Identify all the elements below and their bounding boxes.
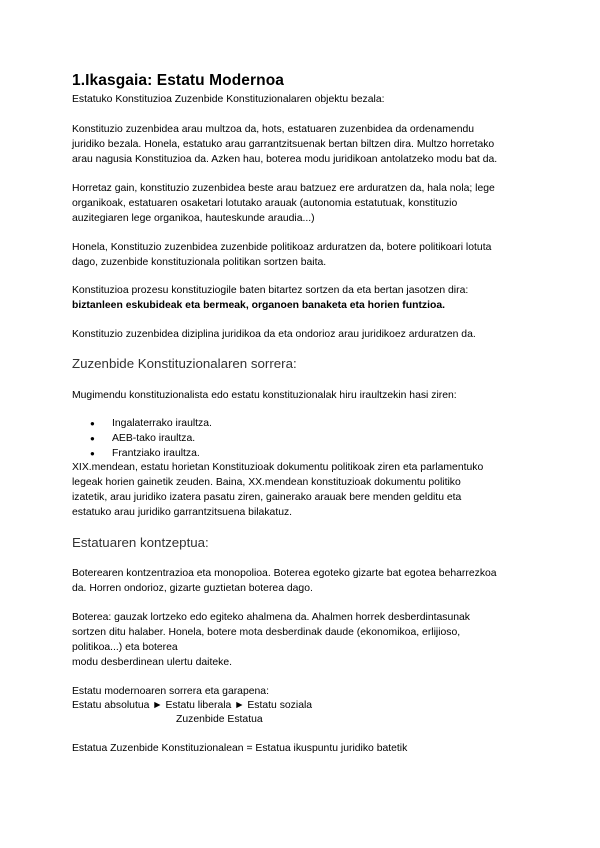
para1-line1: Konstituzio zuzenbidea arau multzoa da, hots, estatuaren zuzenbidea da ordenamendu	[72, 124, 475, 135]
para1-line3: arau nagusia Konstituzioa da. Azken hau, boterea modu juridikoan antolatzeko modu bat da.	[72, 154, 498, 165]
revolutions-list	[72, 416, 212, 461]
section-heading-sorrera: Zuzenbide Konstituzionalaren sorrera:	[72, 356, 297, 371]
para10-line3: Zuzenbide Estatua	[176, 714, 263, 725]
para10-line2: Estatu absolutua ► Estatu liberala ► Estatu soziala	[72, 700, 313, 711]
para6: Mugimendu konstituzionalista edo estatu konstituzionalak hiru iraultzekin hasi ziren:	[72, 390, 457, 401]
section-heading-kontzeptua: Estatuaren kontzeptua:	[72, 535, 209, 550]
para4-line2-bold: biztanleen eskubideak eta bermeak, organoen banaketa eta horien funtzioa.	[72, 300, 446, 311]
para7-line2: legeak horien gainetik zeuden. Baina, XX.mendean konstituzioak dokumentu politiko	[72, 477, 461, 488]
para1-line2: juridiko bezala. Honela, estatuko arau garrantzitsuenak bertan biltzen dira. Multzo horretako	[72, 139, 495, 150]
para10-line1: Estatu modernoaren sorrera eta garapena:	[72, 686, 269, 697]
list-item: ● Ingalaterrako iraultza.	[72, 416, 212, 431]
para8-line2: da. Horren ondorioz, gizarte guztietan boterea dago.	[72, 583, 313, 594]
para9-line2: sortzen ditu halaber. Honela, botere mota desberdinak daude (ekonomikoa, erlijioso,	[72, 627, 461, 638]
para4-line1: Konstituzioa prozesu konstituziogile baten bitartez sortzen da eta bertan jasotzen dira:	[72, 285, 469, 296]
para11: Estatua Zuzenbide Konstituzionalean = Estatua ikuspuntu juridiko batetik	[72, 743, 408, 754]
subtitle: Estatuko Konstituzioa Zuzenbide Konstituzionalaren objektu bezala:	[72, 94, 385, 105]
para7-line4: estatuko arau juridiko garrantzitsuena bilakatuz.	[72, 507, 293, 518]
list-item: ● AEB-tako iraultza.	[72, 431, 212, 446]
list-item: ● Frantziako iraultza.	[72, 446, 212, 461]
para2-line1: Horretaz gain, konstituzio zuzenbidea beste arau batzuez ere arduratzen da, hala nola; lege	[72, 183, 495, 194]
page-title: 1.Ikasgaia: Estatu Modernoa	[72, 72, 285, 89]
para5: Konstituzio zuzenbidea diziplina juridikoa da eta ondorioz arau juridikoez arduratzen da.	[72, 329, 476, 340]
para2-line2: organikoak, estatuaren osaketari lotutako arauak (autonomia estatutuak, konstituzio	[72, 198, 458, 209]
para3-line1: Honela, Konstituzio zuzenbidea zuzenbide politikoaz arduratzen da, botere politikoari lotuta	[72, 242, 492, 253]
para3-line2: dago, zuzenbide konstituzionala politikan sortzen baita.	[72, 257, 327, 268]
para2-line3: auzitegiaren lege organikoa, hauteskunde araudia...)	[72, 213, 315, 224]
para9-line1: Boterea: gauzak lortzeko edo egiteko ahalmena da. Ahalmen horrek desberdintasunak	[72, 612, 470, 623]
para9-line3: politikoa...) eta boterea	[72, 642, 178, 653]
para9-line4: modu desberdinean ulertu daiteke.	[72, 657, 233, 668]
para8-line1: Boterearen kontzentrazioa eta monopolioa. Boterea egoteko gizarte bat egotea beharrezkoa	[72, 568, 497, 579]
para7-line3: izatetik, arau juridiko izatera pasatu ziren, gainerako arauak bere menden gelditu eta	[72, 492, 462, 503]
para7-line1: XIX.mendean, estatu horietan Konstituzioak dokumentu politikoak ziren eta parlamentuko	[72, 462, 484, 473]
